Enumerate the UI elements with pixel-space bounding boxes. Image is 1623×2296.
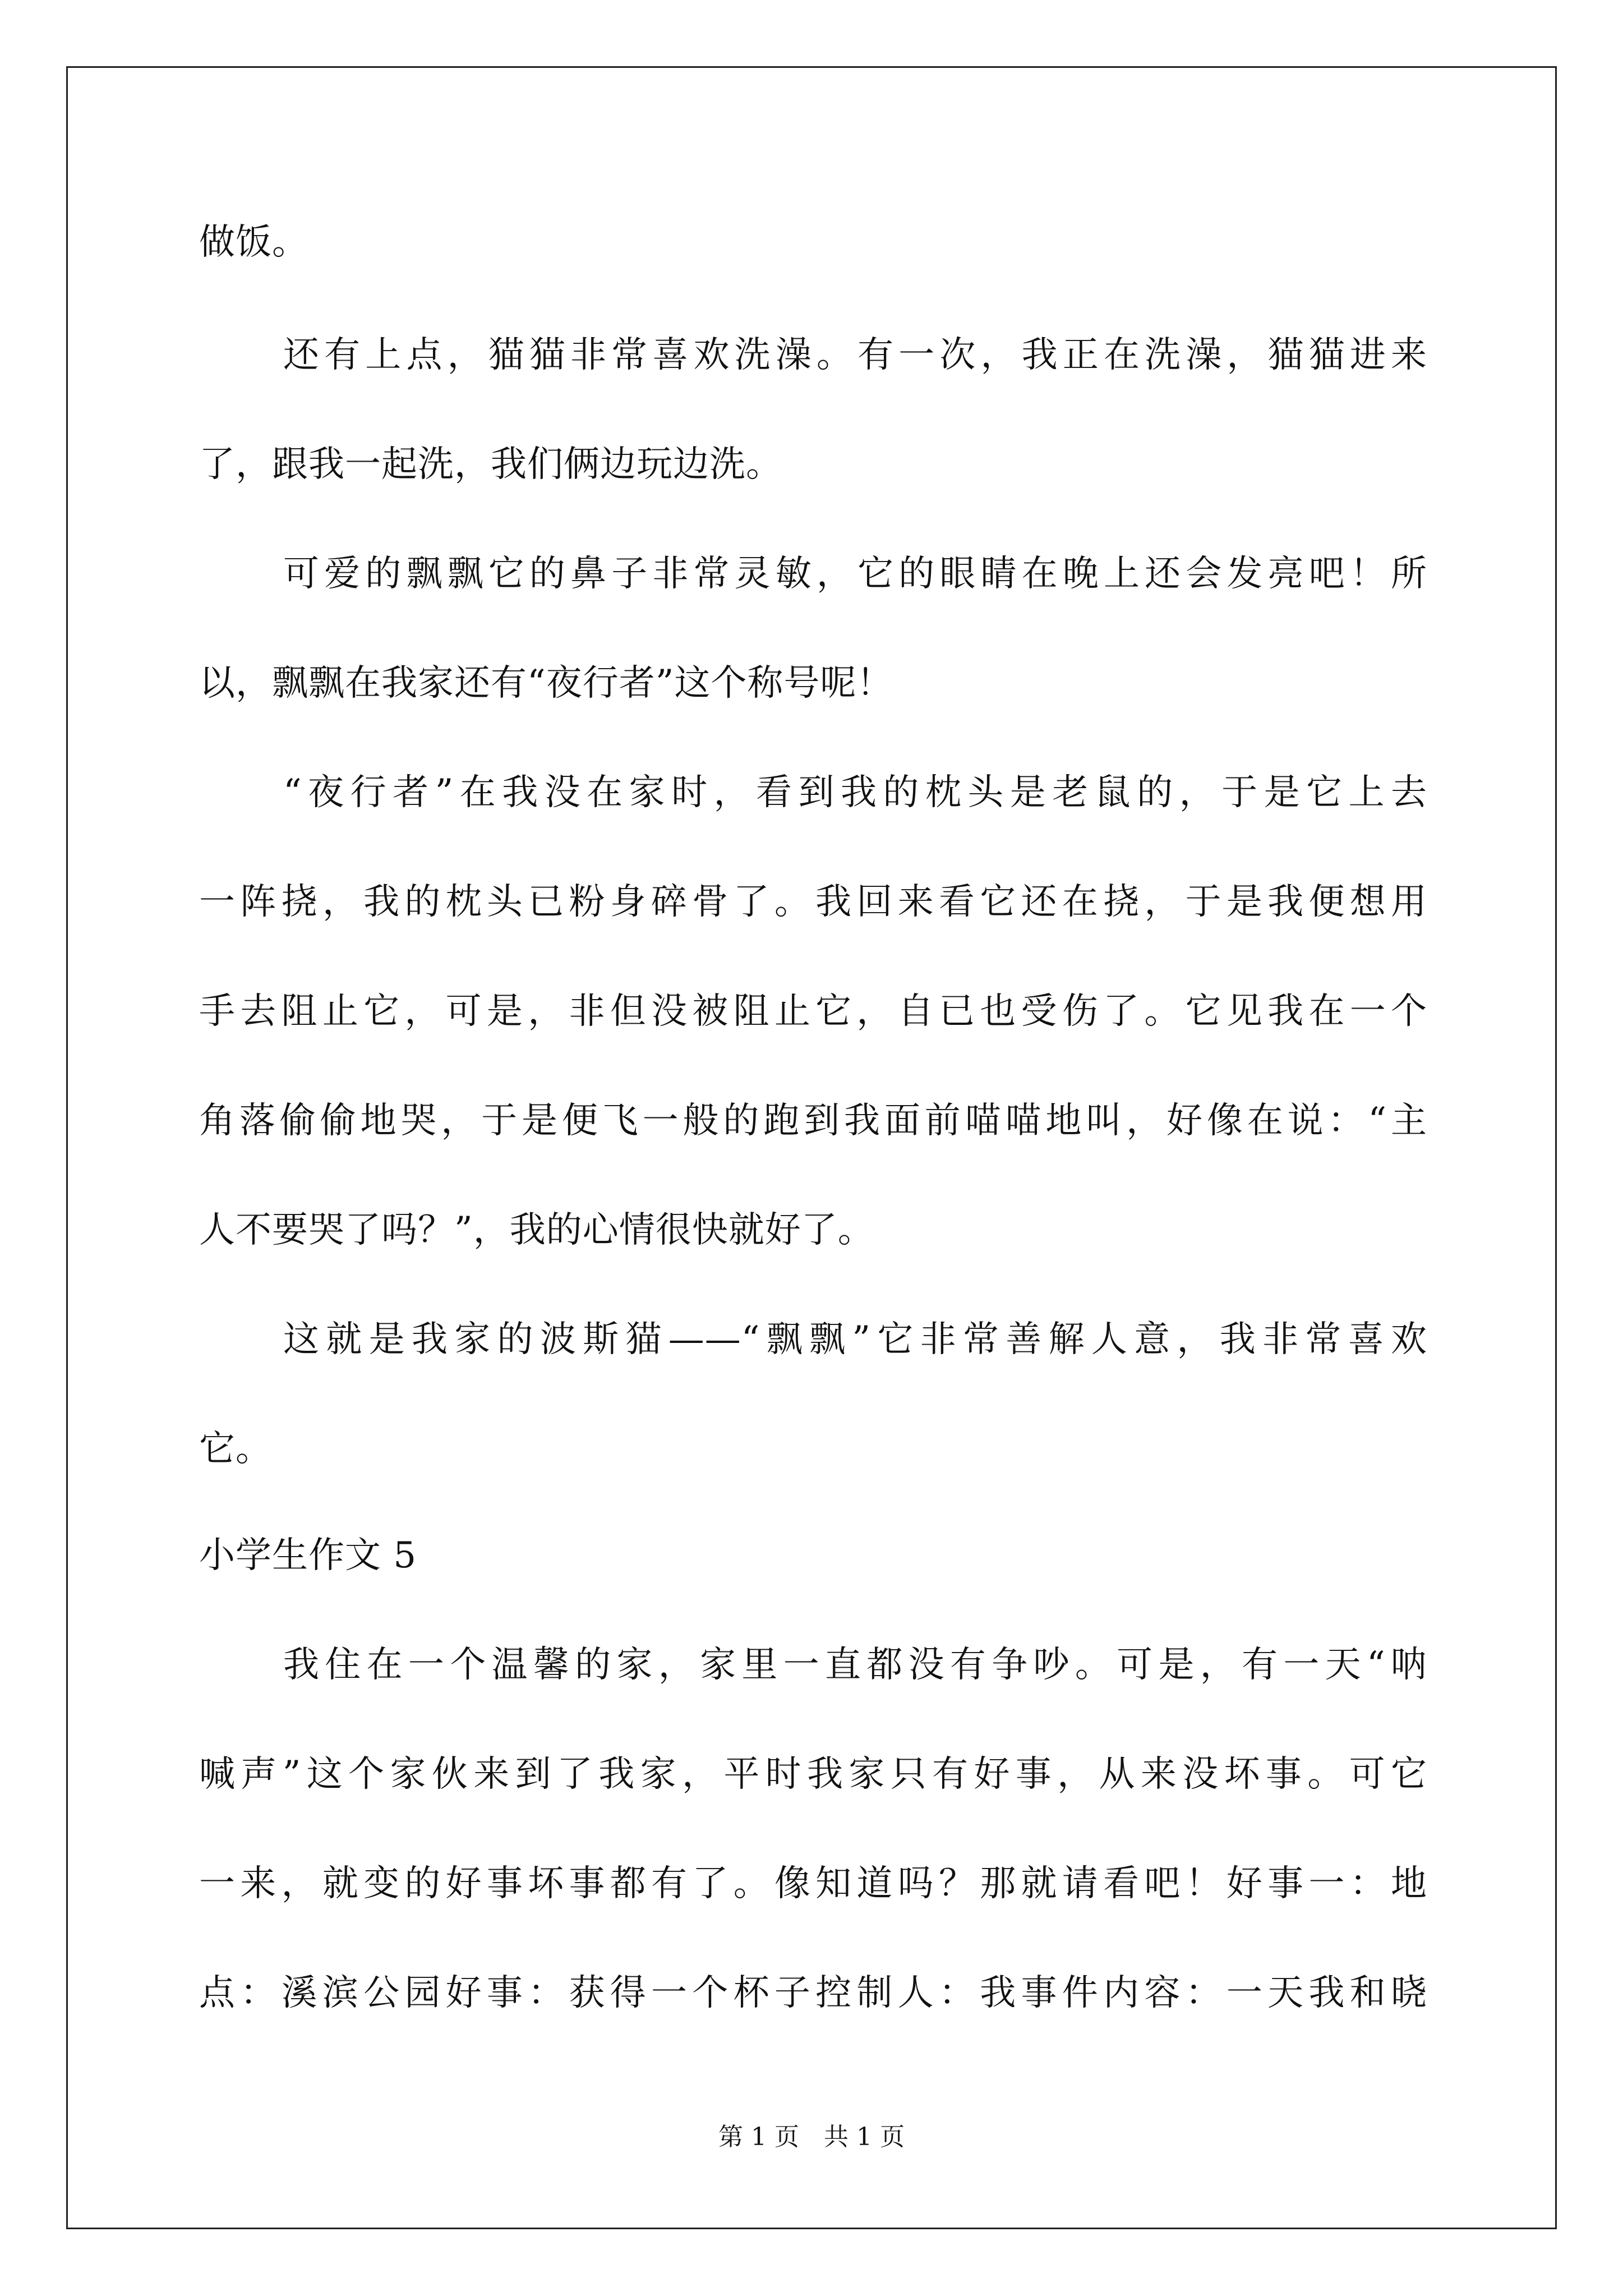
text-line: 我住在一个温馨的家，家里一直都没有争吵。可是，有一天“呐 [283,1644,1427,1686]
text-line: 可爱的飘飘它的鼻子非常灵敏，它的眼睛在晚上还会发亮吧！所 [283,553,1427,595]
text-line: 手去阻止它，可是，非但没被阻止它，自已也受伤了。它见我在一个 [199,991,1427,1032]
text-line: 一阵挠，我的枕头已粉身碎骨了。我回来看它还在挠，于是我便想用 [199,881,1427,923]
text-line: 做饭。 [199,222,308,263]
text-line: 它。 [199,1428,272,1470]
text-line: 角落偷偷地哭，于是便飞一般的跑到我面前喵喵地叫，好像在说：“主 [199,1100,1427,1142]
text-line: 以，飘飘在我家还有“夜行者”这个称号呢！ [199,662,893,704]
section-heading: 小学生作文 5 [199,1535,417,1576]
page-footer: 第 1 页 共 1 页 [718,2123,905,2151]
text-line: 人不要哭了吗？”，我的心情很快就好了。 [199,1209,874,1251]
text-line: 一来，就变的好事坏事都有了。像知道吗？那就请看吧！好事一：地 [199,1863,1427,1904]
text-line: 了，跟我一起洗，我们俩边玩边洗。 [199,444,782,485]
text-line: 这就是我家的波斯猫——“飘飘”它非常善解人意，我非常喜欢 [283,1319,1427,1360]
text-line: 还有上点，猫猫非常喜欢洗澡。有一次，我正在洗澡，猫猫进来 [283,334,1427,376]
text-line: 喊声”这个家伙来到了我家，平时我家只有好事，从来没坏事。可它 [199,1754,1427,1795]
text-line: “夜行者”在我没在家时，看到我的枕头是老鼠的，于是它上去 [283,772,1427,813]
text-line: 点：溪滨公园好事：获得一个杯子控制人：我事件内容：一天我和晓 [199,1972,1427,2014]
